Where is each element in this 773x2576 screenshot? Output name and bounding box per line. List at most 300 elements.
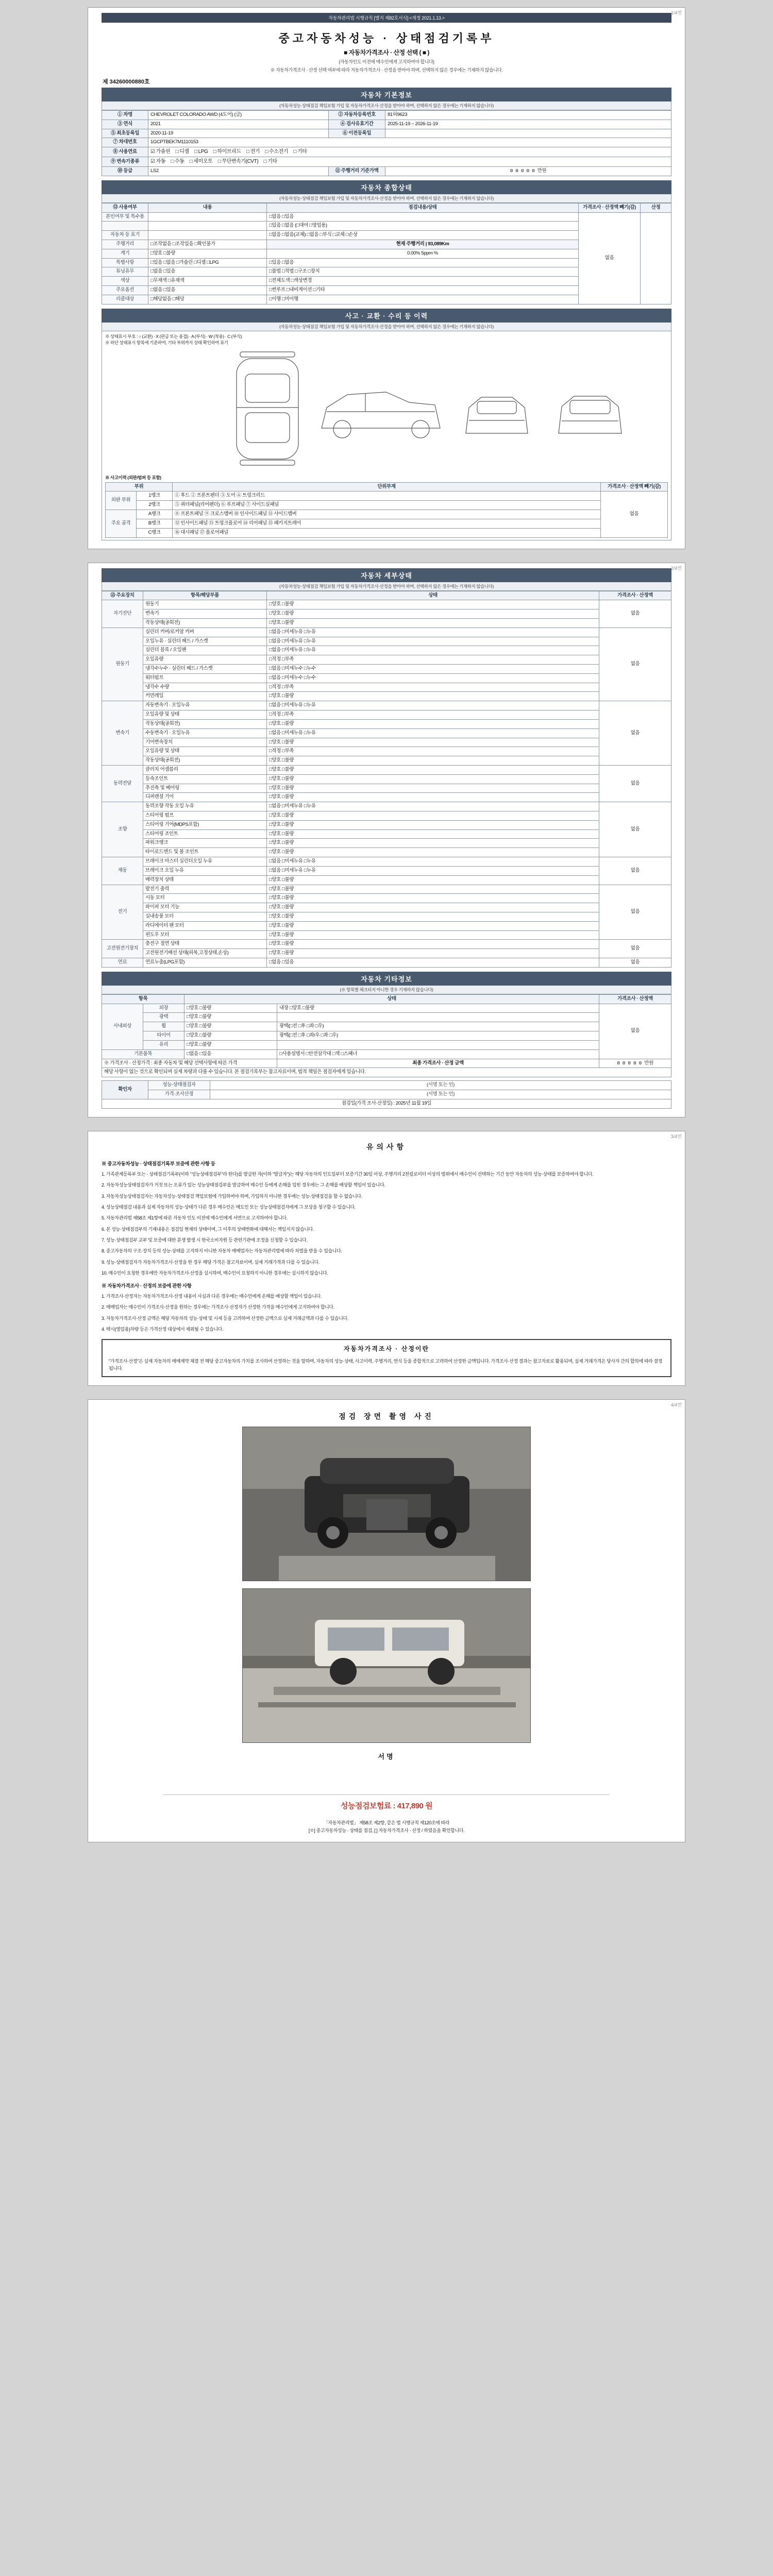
detail-item-2-3-label: 수동변속기 · 오일누유 bbox=[143, 728, 267, 738]
detail-item-3-3-label: 디퍼렌셜 기어 bbox=[143, 793, 267, 802]
notice-item-1: 2. 자동차성능상태점검자가 거짓 또는 오류가 있는 성능상태점검부를 발급하여 매수인 등에게 손해를 입힌 경우에는 그 손해를 배상할 책임이 있습니다. bbox=[102, 1182, 385, 1188]
other-col-item: 항목 bbox=[102, 994, 184, 1004]
label-year: ③ 연식 bbox=[102, 120, 148, 129]
section-overall: 자동차 종합상태 bbox=[102, 180, 671, 194]
table-row bbox=[102, 1068, 671, 1077]
overall-row-5-item[interactable]: □있음 □없음 □가솔린 □디젤 □LPG bbox=[148, 258, 267, 267]
page-mark-1: 1/4면 bbox=[670, 10, 682, 15]
table-row bbox=[102, 1004, 671, 1013]
other-total-price: 0 0 0 0 0 만원 bbox=[599, 1059, 671, 1068]
table-row bbox=[106, 501, 668, 510]
overall-col-user: ⑫ 사용여부 bbox=[102, 203, 148, 212]
overall-row-8-user: 주요옵션 bbox=[102, 286, 148, 295]
table-row bbox=[102, 710, 671, 720]
detail-item-5-2-label: 배력장치 상태 bbox=[143, 875, 267, 885]
accident-outer-1-parts: ⑤ 쿼터패널(리어펜더) ⑥ 루프패널 ⑦ 사이드실패널 bbox=[173, 501, 601, 510]
detail-item-1-6-status[interactable]: □적정 □부족 bbox=[267, 683, 599, 692]
sign-group-label: 확인자 bbox=[102, 1081, 148, 1099]
overall-row-2-status[interactable]: □없음 □없음(교체) □없음 □부식 □교체 □손상 bbox=[267, 231, 579, 240]
overall-amount-col bbox=[641, 212, 671, 304]
overall-row-0-status[interactable]: □없음 □있음 bbox=[267, 212, 579, 222]
detail-item-5-0-label: 브레이크 마스터 실린더오일 누유 bbox=[143, 857, 267, 867]
signature-title: 서명 bbox=[378, 1753, 395, 1761]
accident-outer-0-rank: 1랭크 bbox=[137, 492, 173, 501]
table-row bbox=[102, 1049, 671, 1059]
page-3 bbox=[88, 1131, 685, 1386]
accident-inner-label: 주요 골격 bbox=[106, 510, 137, 537]
detail-item-1-3-label: 오일유량 bbox=[143, 655, 267, 665]
transmission-option-2[interactable]: □ 세미오토 bbox=[190, 158, 213, 165]
accident-col-price: 가격조사 · 산정액 빼기(감) bbox=[601, 482, 668, 492]
detail-item-4-1-label: 스티어링 펌프 bbox=[143, 811, 267, 821]
overall-row-4-user: 계기 bbox=[102, 249, 148, 258]
notice-head-2: ※ 자동차가격조사 · 산정의 보증에 관한 사항 bbox=[102, 1283, 192, 1289]
overall-row-2-user: 자동차 등 표기 bbox=[102, 231, 148, 240]
detail-item-1-4-status[interactable]: □없음 □미세누수 □누수 bbox=[267, 665, 599, 674]
table-row bbox=[102, 655, 671, 665]
other-row-1-v2[interactable] bbox=[277, 1013, 599, 1022]
detail-group-0-price: 없음 bbox=[599, 600, 671, 628]
overall-row-1-item bbox=[148, 222, 267, 231]
table-row bbox=[102, 940, 671, 949]
accident-legend-title: ※ 사고이력 (외판/범퍼 등 포함) bbox=[105, 474, 161, 480]
other-row-2-v2[interactable]: 광택(□전 □후 □좌 □우) bbox=[277, 1022, 599, 1031]
detail-group-8-price: 없음 bbox=[599, 958, 671, 968]
table-row bbox=[102, 618, 671, 628]
overall-row-9-item[interactable]: □해당없음 □해당 bbox=[148, 295, 267, 304]
other-row-0-v2[interactable]: 내장 □양호 □불량 bbox=[277, 1004, 599, 1013]
detail-col-2: 항목/해당부품 bbox=[143, 591, 267, 600]
label-vin: ⑦ 차대번호 bbox=[102, 138, 148, 147]
label-fuel: ⑧ 사용연료 bbox=[102, 147, 148, 157]
sign-row-0-k: 성능·상태점검자 bbox=[148, 1081, 210, 1090]
detail-group-3-price: 없음 bbox=[599, 765, 671, 802]
detail-item-3-3-status[interactable]: □양호 □불량 bbox=[267, 793, 599, 802]
table-row bbox=[102, 903, 671, 912]
detail-item-6-1-status[interactable]: □양호 □불량 bbox=[267, 894, 599, 903]
detail-item-6-5-status[interactable]: □양호 □불량 bbox=[267, 930, 599, 940]
notice2-item-3: 4. 택시(영업용)차량 등은 가격산정 대상에서 제외될 수 있습니다. bbox=[102, 1327, 224, 1332]
sign-row-1-v[interactable]: (서명 또는 인) bbox=[210, 1090, 671, 1099]
table-row bbox=[102, 1099, 671, 1108]
detail-col-4: 가격조사 · 산정액 bbox=[599, 591, 671, 600]
table-row bbox=[102, 665, 671, 674]
detail-item-3-0-label: 클러치 어셈블리 bbox=[143, 765, 267, 774]
detail-item-0-1-label: 변속기 bbox=[143, 609, 267, 619]
other-total-caption: 최종 가격조사 · 산정 금액 bbox=[277, 1059, 599, 1068]
accident-parts-table bbox=[105, 482, 668, 538]
other-table bbox=[102, 994, 671, 1077]
detail-item-6-0-label: 발전기 출력 bbox=[143, 885, 267, 894]
detail-group-6-price: 없음 bbox=[599, 885, 671, 940]
damage-diagram bbox=[105, 346, 668, 474]
label-mileage-base: ⑪ 주행거리 기준가액 bbox=[329, 166, 385, 176]
table-row bbox=[102, 683, 671, 692]
accident-outer-label: 외판 부위 bbox=[106, 492, 137, 510]
detail-group-8-name: 연료 bbox=[102, 958, 143, 968]
notice-item-5: 6. 본 성능·상태점검부의 기재내용은 점검일 현재의 상태이며, 그 이후의 상태변화에 대해서는 책임지지 않습니다. bbox=[102, 1226, 314, 1232]
detail-item-2-1-status[interactable]: □적정 □부족 bbox=[267, 710, 599, 720]
other-footer-note: 해당 사항이 없는 것으로 확인되며 실제 차량과 다를 수 있습니다. 본 점검기록부는 참고자료이며, 법적 책임은 점검자에게 있습니다. bbox=[102, 1068, 671, 1077]
section-basic-info: 자동차 기본정보 bbox=[102, 88, 671, 101]
detail-table bbox=[102, 591, 671, 968]
other-row-1-k: 광택 bbox=[143, 1013, 184, 1022]
table-row bbox=[102, 212, 671, 222]
detail-item-2-3-status[interactable]: □없음 □미세누유 □누유 bbox=[267, 728, 599, 738]
value-transmission bbox=[148, 157, 671, 167]
page-mark-2: 2/4면 bbox=[670, 565, 682, 571]
label-first-reg: ⑤ 최초등록일 bbox=[102, 129, 148, 138]
accident-price: 없음 bbox=[601, 492, 668, 537]
detail-item-4-3-label: 스티어링 조인트 bbox=[143, 829, 267, 839]
detail-item-6-3-status[interactable]: □양호 □불량 bbox=[267, 912, 599, 921]
fuel-option-6[interactable]: □ 기타 bbox=[293, 148, 307, 156]
table-row bbox=[102, 802, 671, 811]
detail-table-body bbox=[102, 600, 671, 968]
overall-row-3-user: 주행거리 bbox=[102, 240, 148, 249]
detail-item-2-6-label: 작동상태(공회전) bbox=[143, 756, 267, 766]
overall-row-5-status[interactable]: □있음 □없음 bbox=[267, 258, 579, 267]
overall-row-2-item bbox=[148, 231, 267, 240]
detail-item-2-4-status[interactable]: □양호 □불량 bbox=[267, 738, 599, 747]
table-row bbox=[106, 528, 668, 537]
transmission-option-0[interactable]: ☑ 자동 bbox=[150, 158, 165, 165]
detail-item-3-0-status[interactable]: □양호 □불량 bbox=[267, 765, 599, 774]
notice2-item-1: 2. 매매업자는 매수인이 가격조사·산정을 원하는 경우에는 가격조사·산정자가 산정한 가격을 매수인에게 고지하여야 합니다. bbox=[102, 1304, 334, 1310]
fuel-option-5[interactable]: □ 수소전기 bbox=[265, 148, 288, 156]
accident-inner-1-parts: ⑫ 인사이드패널 ⑬ 트렁크플로어 ⑭ 리어패널 ⑮ 패키지트레이 bbox=[173, 519, 601, 528]
detail-item-1-1-label: 오일누유 · 실린더 헤드 / 가스켓 bbox=[143, 637, 267, 646]
detail-item-2-1-label: 오일유량 및 상태 bbox=[143, 710, 267, 720]
value-fuel bbox=[148, 147, 671, 157]
detail-item-5-0-status[interactable]: □없음 □미세누유 □누유 bbox=[267, 857, 599, 867]
detail-item-2-5-label: 오일유량 및 상태 bbox=[143, 747, 267, 756]
fuel-option-3[interactable]: □ 하이브리드 bbox=[213, 148, 241, 156]
detail-item-2-6-status[interactable]: □양호 □불량 bbox=[267, 756, 599, 766]
detail-item-2-0-status[interactable]: □없음 □미세누유 □누유 bbox=[267, 701, 599, 710]
value-first-reg: 2020-11-19 bbox=[148, 129, 329, 138]
section-detail: 자동차 세부상태 bbox=[102, 568, 671, 582]
table-row bbox=[102, 774, 671, 784]
detail-group-7-name: 고전원전기장치 bbox=[102, 940, 143, 958]
overall-row-4-item[interactable]: □양호 □불량 bbox=[148, 249, 267, 258]
detail-item-8-0-status[interactable]: □없음 □있음 bbox=[267, 958, 599, 968]
signature-area[interactable] bbox=[163, 1764, 610, 1795]
table-row bbox=[102, 857, 671, 867]
overall-row-7-user: 색상 bbox=[102, 277, 148, 286]
inspection-photo-1[interactable] bbox=[242, 1427, 531, 1581]
detail-item-3-2-label: 추진축 및 베어링 bbox=[143, 784, 267, 793]
value-mileage-base: 0 0 0 0 0 만원 bbox=[385, 166, 671, 176]
table-row bbox=[102, 1013, 671, 1022]
overall-row-9-user: 리콜대상 bbox=[102, 295, 148, 304]
other-col-price: 가격조사 · 산정액 bbox=[599, 994, 671, 1004]
label-transmission: ⑨ 변속기종류 bbox=[102, 157, 148, 167]
detail-group-3-name: 동력전달 bbox=[102, 765, 143, 802]
table-row bbox=[102, 958, 671, 968]
table-row bbox=[102, 628, 671, 637]
detail-item-1-0-status[interactable]: □없음 □미세누유 □누유 bbox=[267, 628, 599, 637]
accident-inner-0-rank: A랭크 bbox=[137, 510, 173, 519]
page-2 bbox=[88, 563, 685, 1117]
detail-group-6-name: 전기 bbox=[102, 885, 143, 940]
detail-group-1-name: 원동기 bbox=[102, 628, 143, 701]
overall-row-3-status: 현재 주행거리 | 93,089Km bbox=[267, 240, 579, 249]
table-row bbox=[102, 1059, 671, 1068]
accident-note-1: ※ 상태표시 부호 : ○ (교환) · X (판금 또는 용접) · A (부식) · W (착용) · C (부식) bbox=[105, 333, 242, 339]
table-row bbox=[106, 510, 668, 519]
photo-1-graphic bbox=[243, 1427, 531, 1581]
overall-row-7-status[interactable]: □전체도색 □색상변경 bbox=[267, 277, 579, 286]
detail-item-0-0-label: 원동기 bbox=[143, 600, 267, 609]
other-row-4-v[interactable]: □양호 □불량 bbox=[184, 1040, 277, 1049]
table-row bbox=[102, 866, 671, 875]
detail-group-5-price: 없음 bbox=[599, 857, 671, 885]
other-row-1-v[interactable]: □양호 □불량 bbox=[184, 1013, 277, 1022]
accident-inner-1-rank: B랭크 bbox=[137, 519, 173, 528]
detail-item-3-2-status[interactable]: □양호 □불량 bbox=[267, 784, 599, 793]
notice-item-6: 7. 성능·상태점검부 교부 및 보증에 대한 분쟁 발생 시 한국소비자원 등 관련기관에 조정을 신청할 수 있습니다. bbox=[102, 1238, 308, 1243]
sign-date-note: 점검일(가격 조사·산정일) : 2025년 11월 19일 bbox=[102, 1099, 671, 1108]
table-row bbox=[102, 793, 671, 802]
detail-item-0-1-status[interactable]: □양호 □불량 bbox=[267, 609, 599, 619]
overall-row-8-status[interactable]: □썬루프 □내비게이션 □기타 bbox=[267, 286, 579, 295]
table-row bbox=[102, 1022, 671, 1031]
label-transfer: ⑥ 이전등록일 bbox=[329, 129, 385, 138]
overall-row-3-item[interactable]: □조작없음 □조작있음 □확인불가 bbox=[148, 240, 267, 249]
overall-row-4-status: 0.00% 5ppm % bbox=[267, 249, 579, 258]
fuel-option-4[interactable]: □ 전기 bbox=[246, 148, 260, 156]
document-number: 제 34260000880호 bbox=[103, 79, 150, 85]
detail-item-4-4-label: 파워크랭크 bbox=[143, 839, 267, 848]
accident-inner-2-parts: ⑯ 대시패널 ⑰ 플로어패널 bbox=[173, 528, 601, 537]
detail-item-1-5-label: 워터펌프 bbox=[143, 673, 267, 683]
notice2-item-0: 1. 가격조사·산정자는 자동차가격조사·산정 내용이 사실과 다른 경우에는 매수인에게 손해를 배상할 책임이 있습니다. bbox=[102, 1293, 322, 1299]
notice-item-7: 8. 중고자동차의 구조·장치 등의 성능·상태를 고지하지 아니한 자동차 매매업자는 자동차관리법에 따라 처벌을 받을 수 있습니다. bbox=[102, 1248, 342, 1254]
other-price: 없음 bbox=[599, 1004, 671, 1059]
table-row bbox=[102, 811, 671, 821]
detail-item-4-4-status[interactable]: □양호 □불량 bbox=[267, 839, 599, 848]
detail-item-6-2-status[interactable]: □양호 □불량 bbox=[267, 903, 599, 912]
other-row-4-k: 유리 bbox=[143, 1040, 184, 1049]
accident-outer-0-parts: ① 후드 ② 프론트펜더 ③ 도어 ④ 트렁크리드 bbox=[173, 492, 601, 501]
detail-item-1-3-status[interactable]: □적정 □부족 bbox=[267, 655, 599, 665]
accident-inner-2-rank: C랭크 bbox=[137, 528, 173, 537]
transmission-option-1[interactable]: □ 수동 bbox=[171, 158, 184, 165]
footer-law-note-2: [ㅇ] 중고자동차성능 · 상태를 점검, [ ] 자동차가격조사 · 산정 / 하였음을 확인합니다. bbox=[308, 1828, 465, 1834]
detail-item-6-4-status[interactable]: □양호 □불량 bbox=[267, 921, 599, 930]
detail-item-0-2-label: 작동상태(공회전) bbox=[143, 618, 267, 628]
table-row bbox=[102, 719, 671, 728]
accident-col-unit: 단위부재 bbox=[173, 482, 601, 492]
detail-item-4-3-status[interactable]: □양호 □불량 bbox=[267, 829, 599, 839]
overall-row-1-status[interactable]: □있음 □없음 (□대여 □영업용) bbox=[267, 222, 579, 231]
document-title: 중고자동차성능 · 상태점검기록부 bbox=[278, 32, 495, 45]
document-select-note: ※ 자동차가격조사 · 산정 선택 여부에 따라 자동차가격조사 · 산정을 받아야 하며, 선택하지 않은 경우에는 기재하지 않습니다. bbox=[270, 67, 503, 73]
other-row-5-v2[interactable]: □사용설명서 □안전삼각대 □잭 □스패너 bbox=[277, 1049, 599, 1059]
detail-item-7-1-status[interactable]: □양호 □불량 bbox=[267, 949, 599, 958]
accident-col-part: 부위 bbox=[106, 482, 173, 492]
table-row bbox=[102, 930, 671, 940]
other-row-0-v[interactable]: □양호 □불량 bbox=[184, 1004, 277, 1013]
photos-title: 점검 장면 촬영 사진 bbox=[339, 1412, 434, 1421]
label-car-reg: ② 자동차등록번호 bbox=[329, 111, 385, 120]
other-row-2-v[interactable]: □양호 □불량 bbox=[184, 1022, 277, 1031]
notice-item-2: 3. 자동차성능상태점검자는 자동차성능·상태점검 책임보험에 가입하여야 하며, 가입하지 아니한 경우에는 성능·상태점검을 할 수 없습니다. bbox=[102, 1193, 362, 1199]
detail-item-7-0-status[interactable]: □양호 □불량 bbox=[267, 940, 599, 949]
detail-item-4-0-status[interactable]: □없음 □미세누유 □누유 bbox=[267, 802, 599, 811]
accident-inner-0-parts: ⑧ 프론트패널 ⑨ 크로스멤버 ⑩ 인사이드패널 ⑪ 사이드멤버 bbox=[173, 510, 601, 519]
overall-row-6-user: 튜닝유무 bbox=[102, 267, 148, 277]
detail-item-0-0-status[interactable]: □양호 □불량 bbox=[267, 600, 599, 609]
label-car-name: ① 차명 bbox=[102, 111, 148, 120]
fuel-option-0[interactable]: ☑ 가솔린 bbox=[150, 148, 170, 156]
value-vin: 1GCPTBEK7M1110153 bbox=[148, 138, 671, 147]
overall-col-item: 내용 bbox=[148, 203, 267, 212]
detail-item-2-4-label: 기어변속장치 bbox=[143, 738, 267, 747]
detail-item-1-5-status[interactable]: □없음 □미세누수 □누수 bbox=[267, 673, 599, 683]
sign-row-1-k: 가격·조사산정 bbox=[148, 1090, 210, 1099]
detail-col-3: 상태 bbox=[267, 591, 599, 600]
signature-table bbox=[102, 1080, 671, 1108]
detail-item-1-1-status[interactable]: □없음 □미세누유 □누유 bbox=[267, 637, 599, 646]
label-inspect-valid: ④ 검사유효기간 bbox=[329, 120, 385, 129]
accident-outer-1-rank: 2랭크 bbox=[137, 501, 173, 510]
detail-group-4-price: 없음 bbox=[599, 802, 671, 857]
section-other-caption: (※ 항목별 체크되지 아니한 경우 기재하지 않습니다) bbox=[102, 986, 671, 994]
sign-row-0-v[interactable]: (서명 또는 인) bbox=[210, 1081, 671, 1090]
table-row bbox=[102, 692, 671, 701]
detail-item-4-0-label: 동력조향 작동 오일 누유 bbox=[143, 802, 267, 811]
detail-item-4-1-status[interactable]: □양호 □불량 bbox=[267, 811, 599, 821]
detail-item-0-2-status[interactable]: □양호 □불량 bbox=[267, 618, 599, 628]
detail-item-7-0-label: 충전구 절연 상태 bbox=[143, 940, 267, 949]
other-row-5-v[interactable]: □없음 □있음 bbox=[184, 1049, 277, 1059]
notice-item-9: 10. 매수인이 요청한 경우에만 자동차가격조사·산정을 실시하며, 매수인이 요청하지 아니한 경우에는 실시하지 않습니다. bbox=[102, 1270, 328, 1276]
detail-col-1: ⑬ 주요장치 bbox=[102, 591, 143, 600]
page-4 bbox=[88, 1399, 685, 1842]
page-mark-4: 4/4면 bbox=[670, 1402, 682, 1408]
detail-item-8-0-label: 연료누출(LPG포함) bbox=[143, 958, 267, 968]
section-accident: 사고 · 교환 · 수리 등 이력 bbox=[102, 309, 671, 323]
detail-item-4-5-status[interactable]: □양호 □불량 bbox=[267, 848, 599, 857]
detail-item-7-1-label: 고전원전기배선 상태(피복,고정상태,손상) bbox=[143, 949, 267, 958]
inspection-insurance-fee: 성능점검보험료 : 417,890 원 bbox=[340, 1802, 433, 1811]
overall-row-6-item[interactable]: □없음 □있음 bbox=[148, 267, 267, 277]
section-other: 자동차 기타정보 bbox=[102, 972, 671, 986]
detail-group-2-name: 변속기 bbox=[102, 701, 143, 766]
detail-item-5-2-status[interactable]: □양호 □불량 bbox=[267, 875, 599, 885]
form-legal-note: 자동차관리법 시행규칙 [별지 제82호서식] <개정 2021.1.13.> bbox=[102, 13, 671, 23]
overall-price-col: 없음 bbox=[579, 212, 641, 304]
detail-item-6-1-label: 시동 모터 bbox=[143, 894, 267, 903]
table-row bbox=[102, 673, 671, 683]
inspection-photo-2[interactable] bbox=[242, 1588, 531, 1743]
detail-item-2-5-status[interactable]: □적정 □부족 bbox=[267, 747, 599, 756]
fuel-option-1[interactable]: □ 디젤 bbox=[176, 148, 189, 156]
transmission-option-4[interactable]: □ 기타 bbox=[264, 158, 277, 165]
car-diagram-svg bbox=[105, 346, 672, 469]
overall-row-6-status[interactable]: □불법 □적법 □구조 □장치 bbox=[267, 267, 579, 277]
notice-item-0: 1. 가족관계등록부 또는 · 상태점검기록부(이하 "성능상태점검부"라 한다)를 발급한 자(이하 "발급자")는 해당 자동차의 인도일부터 보증기간 30일 이상, 주행거리 2천킬로미터 이상의 범위에서 매수인이 선택하는 기간 동안 자동차의 성능·상태를 보증하여야 합니다. bbox=[102, 1171, 594, 1177]
notice-head-1: ※ 중고자동차성능 · 상태점검기록부 보증에 관한 사항 등 bbox=[102, 1161, 215, 1167]
table-row bbox=[102, 701, 671, 710]
transmission-option-3[interactable]: □ 무단변속기(CVT) bbox=[218, 158, 259, 165]
detail-item-1-4-label: 냉각수누수 · 실린더 헤드 / 가스켓 bbox=[143, 665, 267, 674]
page-mark-3: 3/4면 bbox=[670, 1133, 682, 1139]
section-overall-caption: (자동차성능·상태점검 책임보험 가입 및 자동차가격조사·산정을 받아야 하며, 선택하지 않은 경우에는 기재하지 않습니다) bbox=[102, 194, 671, 203]
overall-row-0-user: 본인여부 및 특수용 bbox=[102, 212, 148, 222]
table-row bbox=[102, 820, 671, 829]
table-row bbox=[102, 738, 671, 747]
other-row-3-k: 타이어 bbox=[143, 1031, 184, 1041]
detail-item-3-1-status[interactable]: □양호 □불량 bbox=[267, 774, 599, 784]
price-definition-box bbox=[102, 1339, 671, 1377]
notice-item-3: 4. 성능상태점검 내용과 실제 자동차의 성능·상태가 다른 경우 매수인은 매도인 또는 성능상태점검자에게 그 보상을 청구할 수 있습니다. bbox=[102, 1204, 356, 1210]
table-row bbox=[102, 839, 671, 848]
table-row bbox=[102, 637, 671, 646]
value-car-reg: 81허9623 bbox=[385, 111, 671, 120]
table-row bbox=[102, 784, 671, 793]
value-transfer bbox=[385, 129, 671, 138]
overall-row-8-item[interactable]: □없음 □있음 bbox=[148, 286, 267, 295]
table-row bbox=[102, 949, 671, 958]
other-row-4-v2[interactable] bbox=[277, 1040, 599, 1049]
table-row bbox=[102, 875, 671, 885]
detail-item-1-0-label: 실린더 커버/로커암 커버 bbox=[143, 628, 267, 637]
detail-item-4-2-status[interactable]: □양호 □불량 bbox=[267, 820, 599, 829]
value-year: 2021 bbox=[148, 120, 329, 129]
value-car-name: CHEVROLET COLORADO AWD (4도어) (급) bbox=[148, 111, 329, 120]
document-subtitle: ■ 자동차가격조사 · 산정 선택 ( ■ ) bbox=[344, 49, 429, 56]
table-row bbox=[102, 756, 671, 766]
table-row bbox=[102, 609, 671, 619]
detail-group-1-price: 없음 bbox=[599, 628, 671, 701]
price-definition-body: "가격조사·산정"은 실제 자동차의 매매계약 체결 전 해당 중고자동차의 가치를 조사하여 산정하는 것을 말하며, 자동차의 성능·상태, 사고이력, 주행거리, 연식 등을 종합적으로 고려하여 산정한 금액입니다. 가격조사·산정 결과는 참고자료로 활용되며, 실제 거래가격은 당사자 간의 합의에 따라 결정됩니다. bbox=[109, 1358, 662, 1371]
table-row bbox=[106, 519, 668, 528]
detail-item-1-7-status[interactable]: □양호 □불량 bbox=[267, 692, 599, 701]
table-row bbox=[102, 747, 671, 756]
other-row-3-v2[interactable]: 광택(□전 □후 □좌/우 □좌 □우) bbox=[277, 1031, 599, 1041]
detail-item-4-5-label: 타이로드엔드 및 볼 조인트 bbox=[143, 848, 267, 857]
table-row bbox=[102, 921, 671, 930]
detail-item-6-0-status[interactable]: □양호 □불량 bbox=[267, 885, 599, 894]
accident-note-2: ※ 하단 상태표시 항목에 기준하여, 기타 부위까지 상태 확인하여 표기 bbox=[105, 340, 228, 345]
other-col-status: 상태 bbox=[184, 994, 599, 1004]
detail-item-5-1-status[interactable]: □없음 □미세누유 □누유 bbox=[267, 866, 599, 875]
other-group-label: 사내외상 bbox=[102, 1004, 143, 1049]
overall-col-price: 가격조사 · 산정액 빼기(감) bbox=[579, 203, 641, 212]
overall-row-7-item[interactable]: □무채색 □유채색 bbox=[148, 277, 267, 286]
table-row bbox=[102, 600, 671, 609]
table-row bbox=[102, 894, 671, 903]
fuel-option-2[interactable]: □ LPG bbox=[194, 148, 208, 156]
document-subnote: (자동차인도 이전에 매수인에게 고지하여야 합니다) bbox=[339, 59, 434, 64]
notice-item-8: 9. 성능·상태점검자가 자동차가격조사·산정을 한 경우 해당 가격은 참고자료이며, 실제 거래가격과 다를 수 있습니다. bbox=[102, 1259, 320, 1265]
other-row-3-v[interactable]: □양호 □불량 bbox=[184, 1031, 277, 1041]
overall-col-status: 점검내용/상태 bbox=[267, 203, 579, 212]
detail-item-2-2-label: 작동상태(공회전) bbox=[143, 719, 267, 728]
detail-item-2-2-status[interactable]: □양호 □불량 bbox=[267, 719, 599, 728]
detail-item-6-4-label: 라디에이터 팬 모터 bbox=[143, 921, 267, 930]
detail-item-1-2-status[interactable]: □없음 □미세누유 □누유 bbox=[267, 646, 599, 655]
notice-body bbox=[102, 1160, 671, 1378]
table-row bbox=[106, 492, 668, 501]
table-row bbox=[102, 765, 671, 774]
overall-row-9-status[interactable]: □이행 □미이행 bbox=[267, 295, 579, 304]
table-row bbox=[102, 728, 671, 738]
other-row-5-k: 기본품목 bbox=[102, 1049, 184, 1059]
